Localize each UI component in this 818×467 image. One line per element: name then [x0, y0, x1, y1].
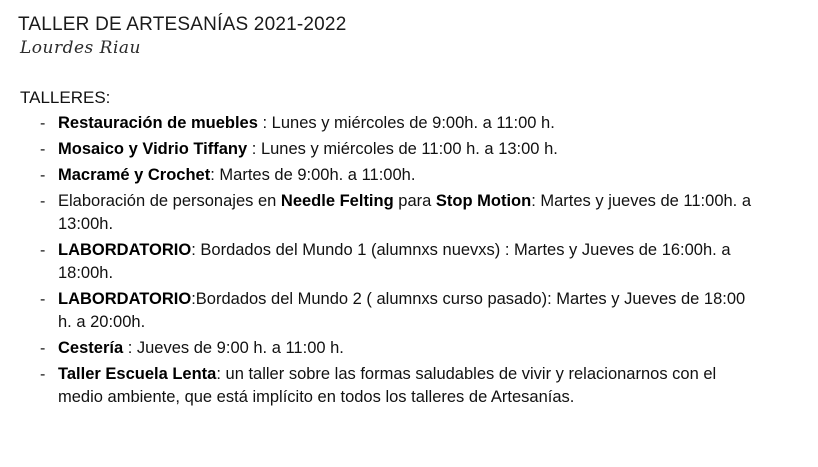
- list-item-text: [58, 239, 758, 285]
- list-item: [36, 164, 800, 187]
- list-item-text: [58, 190, 758, 236]
- list-item: [36, 239, 800, 285]
- list-item-text: [58, 164, 415, 187]
- bullet-marker: -: [40, 242, 46, 259]
- workshop-name: Elaboración de personajes en Needle Felting para Stop Motion: [58, 192, 532, 210]
- bullet-marker: -: [40, 167, 46, 184]
- page-title: TALLER DE ARTESANÍAS 2021-2022: [18, 14, 347, 35]
- workshop-name: Taller Escuela Lenta: [58, 365, 217, 383]
- list-item-text: [58, 112, 555, 135]
- workshop-name: LABORDATORIO: [58, 290, 192, 308]
- workshop-name: Restauración de muebles: [58, 114, 258, 132]
- list-item: [36, 363, 800, 409]
- bullet-marker: -: [40, 115, 46, 132]
- list-item: [36, 112, 800, 135]
- workshop-name: Macramé y Crochet: [58, 166, 211, 184]
- list-item: [36, 288, 800, 334]
- list-item: [36, 138, 800, 161]
- list-item: [36, 337, 800, 360]
- list-item-text: [58, 337, 344, 360]
- workshop-schedule: : Lunes y miércoles de 9:00h. a 11:00 h.: [257, 114, 555, 132]
- list-item-text: [58, 138, 558, 161]
- workshop-schedule: : Bordados del Mundo 1 (alumnxs nuevxs) : Martes y Jueves de 16:00h. a 18:00h.: [58, 241, 731, 282]
- section-heading-talleres: TALLERES:: [20, 88, 111, 107]
- bullet-marker: -: [40, 141, 46, 158]
- workshop-schedule: :Bordados del Mundo 2 ( alumnxs curso pasado): Martes y Jueves de 18:00 h. a 20:00h.: [58, 290, 746, 331]
- list-item-text: [58, 363, 758, 409]
- bullet-marker: -: [40, 291, 46, 308]
- workshop-schedule: : un taller sobre las formas saludables de vivir y relacionarnos con el medio ambiente, que está implícito en todos los talleres de Artesanías.: [58, 365, 717, 406]
- bullet-marker: -: [40, 193, 46, 210]
- bullet-marker: -: [40, 366, 46, 383]
- workshop-schedule: : Lunes y miércoles de 11:00 h. a 13:00 h.: [247, 140, 558, 158]
- bullet-marker: -: [40, 340, 46, 357]
- workshop-name: Mosaico y Vidrio Tiffany: [58, 140, 248, 158]
- list-item-text: [58, 288, 758, 334]
- workshop-schedule: : Martes y jueves de 11:00h. a 13:00h.: [58, 192, 752, 233]
- workshop-list: [18, 112, 800, 409]
- workshop-schedule: : Martes de 9:00h. a 11:00h.: [210, 166, 416, 184]
- author-name: Lourdes Riau: [20, 38, 141, 58]
- workshop-name: LABORDATORIO: [58, 241, 192, 259]
- workshop-name: Cestería: [58, 339, 124, 357]
- list-item: [36, 190, 800, 236]
- workshop-schedule: : Jueves de 9:00 h. a 11:00 h.: [123, 339, 344, 357]
